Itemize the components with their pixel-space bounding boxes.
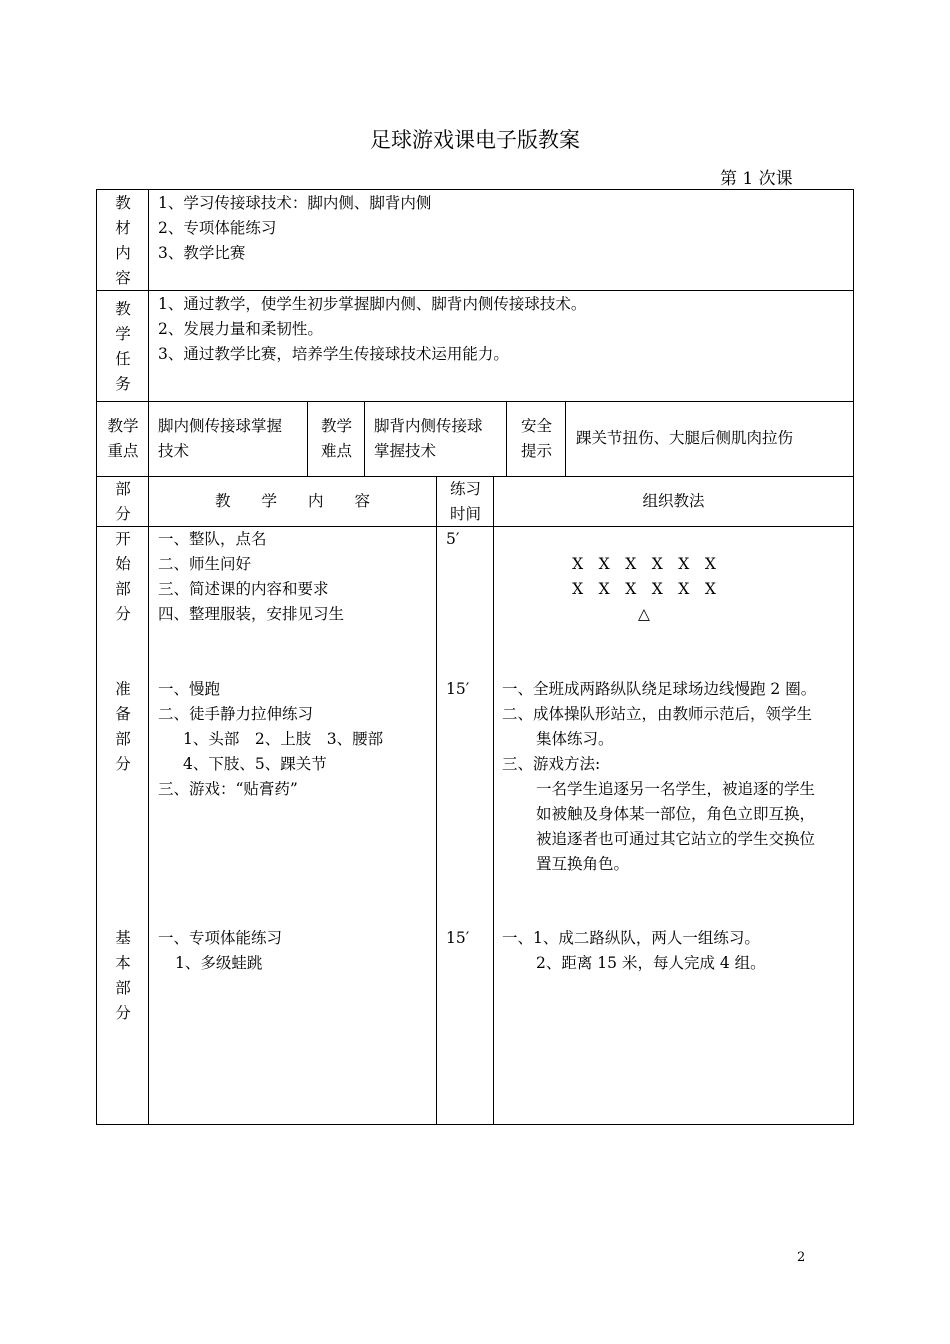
- list-item: 一名学生追逐另一名学生，被追逐的学生: [536, 780, 816, 798]
- formation-diagram: [494, 552, 794, 627]
- materials-list: [158, 191, 431, 266]
- page-title: 足球游戏课电子版教案: [370, 128, 580, 152]
- list-item: 1、头部 2、上肢 3、腰部: [183, 730, 384, 748]
- list-item: 3、教学比赛: [158, 244, 246, 262]
- list-item: 一、全班成两路纵队绕足球场边线慢跑 2 圈。: [502, 680, 817, 698]
- focus-label: 教学 重点: [107, 417, 139, 460]
- formation-row: X X X X X X: [572, 580, 716, 598]
- lesson-number: 第 1 次课: [720, 169, 793, 189]
- header-part: 部 分: [115, 480, 131, 523]
- safety-label: 安全 提示: [520, 417, 552, 460]
- materials-label: 教 材 内 容: [115, 194, 131, 287]
- list-item: 1、学习传接球技术：脚内侧、脚背内侧: [158, 194, 432, 212]
- basic-method: [502, 926, 766, 976]
- list-item: 一、1、成二路纵队，两人一组练习。: [502, 929, 760, 947]
- list-item: 2、距离 15 米，每人完成 4 组。: [536, 954, 766, 972]
- difficulty-label: 教学 难点: [320, 417, 352, 460]
- header-content: 教 学 内 容: [214, 492, 370, 510]
- list-item: 被追逐者也可通过其它站立的学生交换位: [536, 830, 816, 848]
- list-item: 一、整队，点名: [158, 530, 267, 548]
- difficulty-text: 脚背内侧传接球 掌握技术: [374, 417, 483, 460]
- formation-row: X X X X X X: [572, 555, 716, 573]
- list-item: 如被触及身体某一部位，角色立即互换，: [536, 805, 816, 823]
- header-method: 组织教法: [642, 492, 705, 510]
- list-item: 2、发展力量和柔韧性。: [158, 320, 323, 338]
- start-part-label: 开 始 部 分: [115, 530, 131, 623]
- list-item: 4、下肢、5、踝关节: [183, 755, 327, 773]
- list-item: 置互换角色。: [536, 855, 630, 873]
- list-item: 1、通过教学，使学生初步掌握脚内侧、脚背内侧传接球技术。: [158, 295, 587, 313]
- tasks-list: [158, 292, 586, 367]
- teacher-marker: △: [638, 605, 650, 623]
- page-number: 2: [797, 1250, 806, 1265]
- list-item: 三、游戏：“贴膏药”: [158, 780, 298, 798]
- tasks-label: 教 学 任 务: [115, 300, 131, 393]
- safety-text: 踝关节扭伤、大腿后侧肌肉拉伤: [576, 429, 794, 447]
- list-item: 二、徒手静力拉伸练习: [158, 705, 314, 723]
- list-item: 2、专项体能练习: [158, 219, 277, 237]
- list-item: 二、师生问好: [158, 555, 252, 573]
- basic-time: 15′: [446, 929, 470, 947]
- list-item: 一、慢跑: [158, 680, 221, 698]
- list-item: 三、游戏方法:: [502, 755, 601, 773]
- prep-content: [158, 677, 383, 802]
- list-item: 三、简述课的内容和要求: [158, 580, 329, 598]
- list-item: 1、多级蛙跳: [175, 954, 263, 972]
- prep-part-label: 准 备 部 分: [115, 680, 131, 773]
- basic-part-label: 基 本 部 分: [115, 929, 131, 1022]
- prep-method: [502, 677, 816, 877]
- start-content: [158, 527, 344, 627]
- list-item: 3、通过教学比赛，培养学生传接球技术运用能力。: [158, 345, 509, 363]
- focus-text: 脚内侧传接球掌握 技术: [158, 417, 283, 460]
- list-item: 二、成体操队形站立，由教师示范后，领学生: [502, 705, 813, 723]
- start-time: 5′: [446, 530, 460, 548]
- list-item: 四、整理服装，安排见习生: [158, 605, 345, 623]
- header-time: 练习 时间: [449, 480, 481, 523]
- list-item: 集体练习。: [536, 730, 614, 748]
- list-item: 一、专项体能练习: [158, 929, 283, 947]
- prep-time: 15′: [446, 680, 470, 698]
- basic-content: [158, 926, 282, 976]
